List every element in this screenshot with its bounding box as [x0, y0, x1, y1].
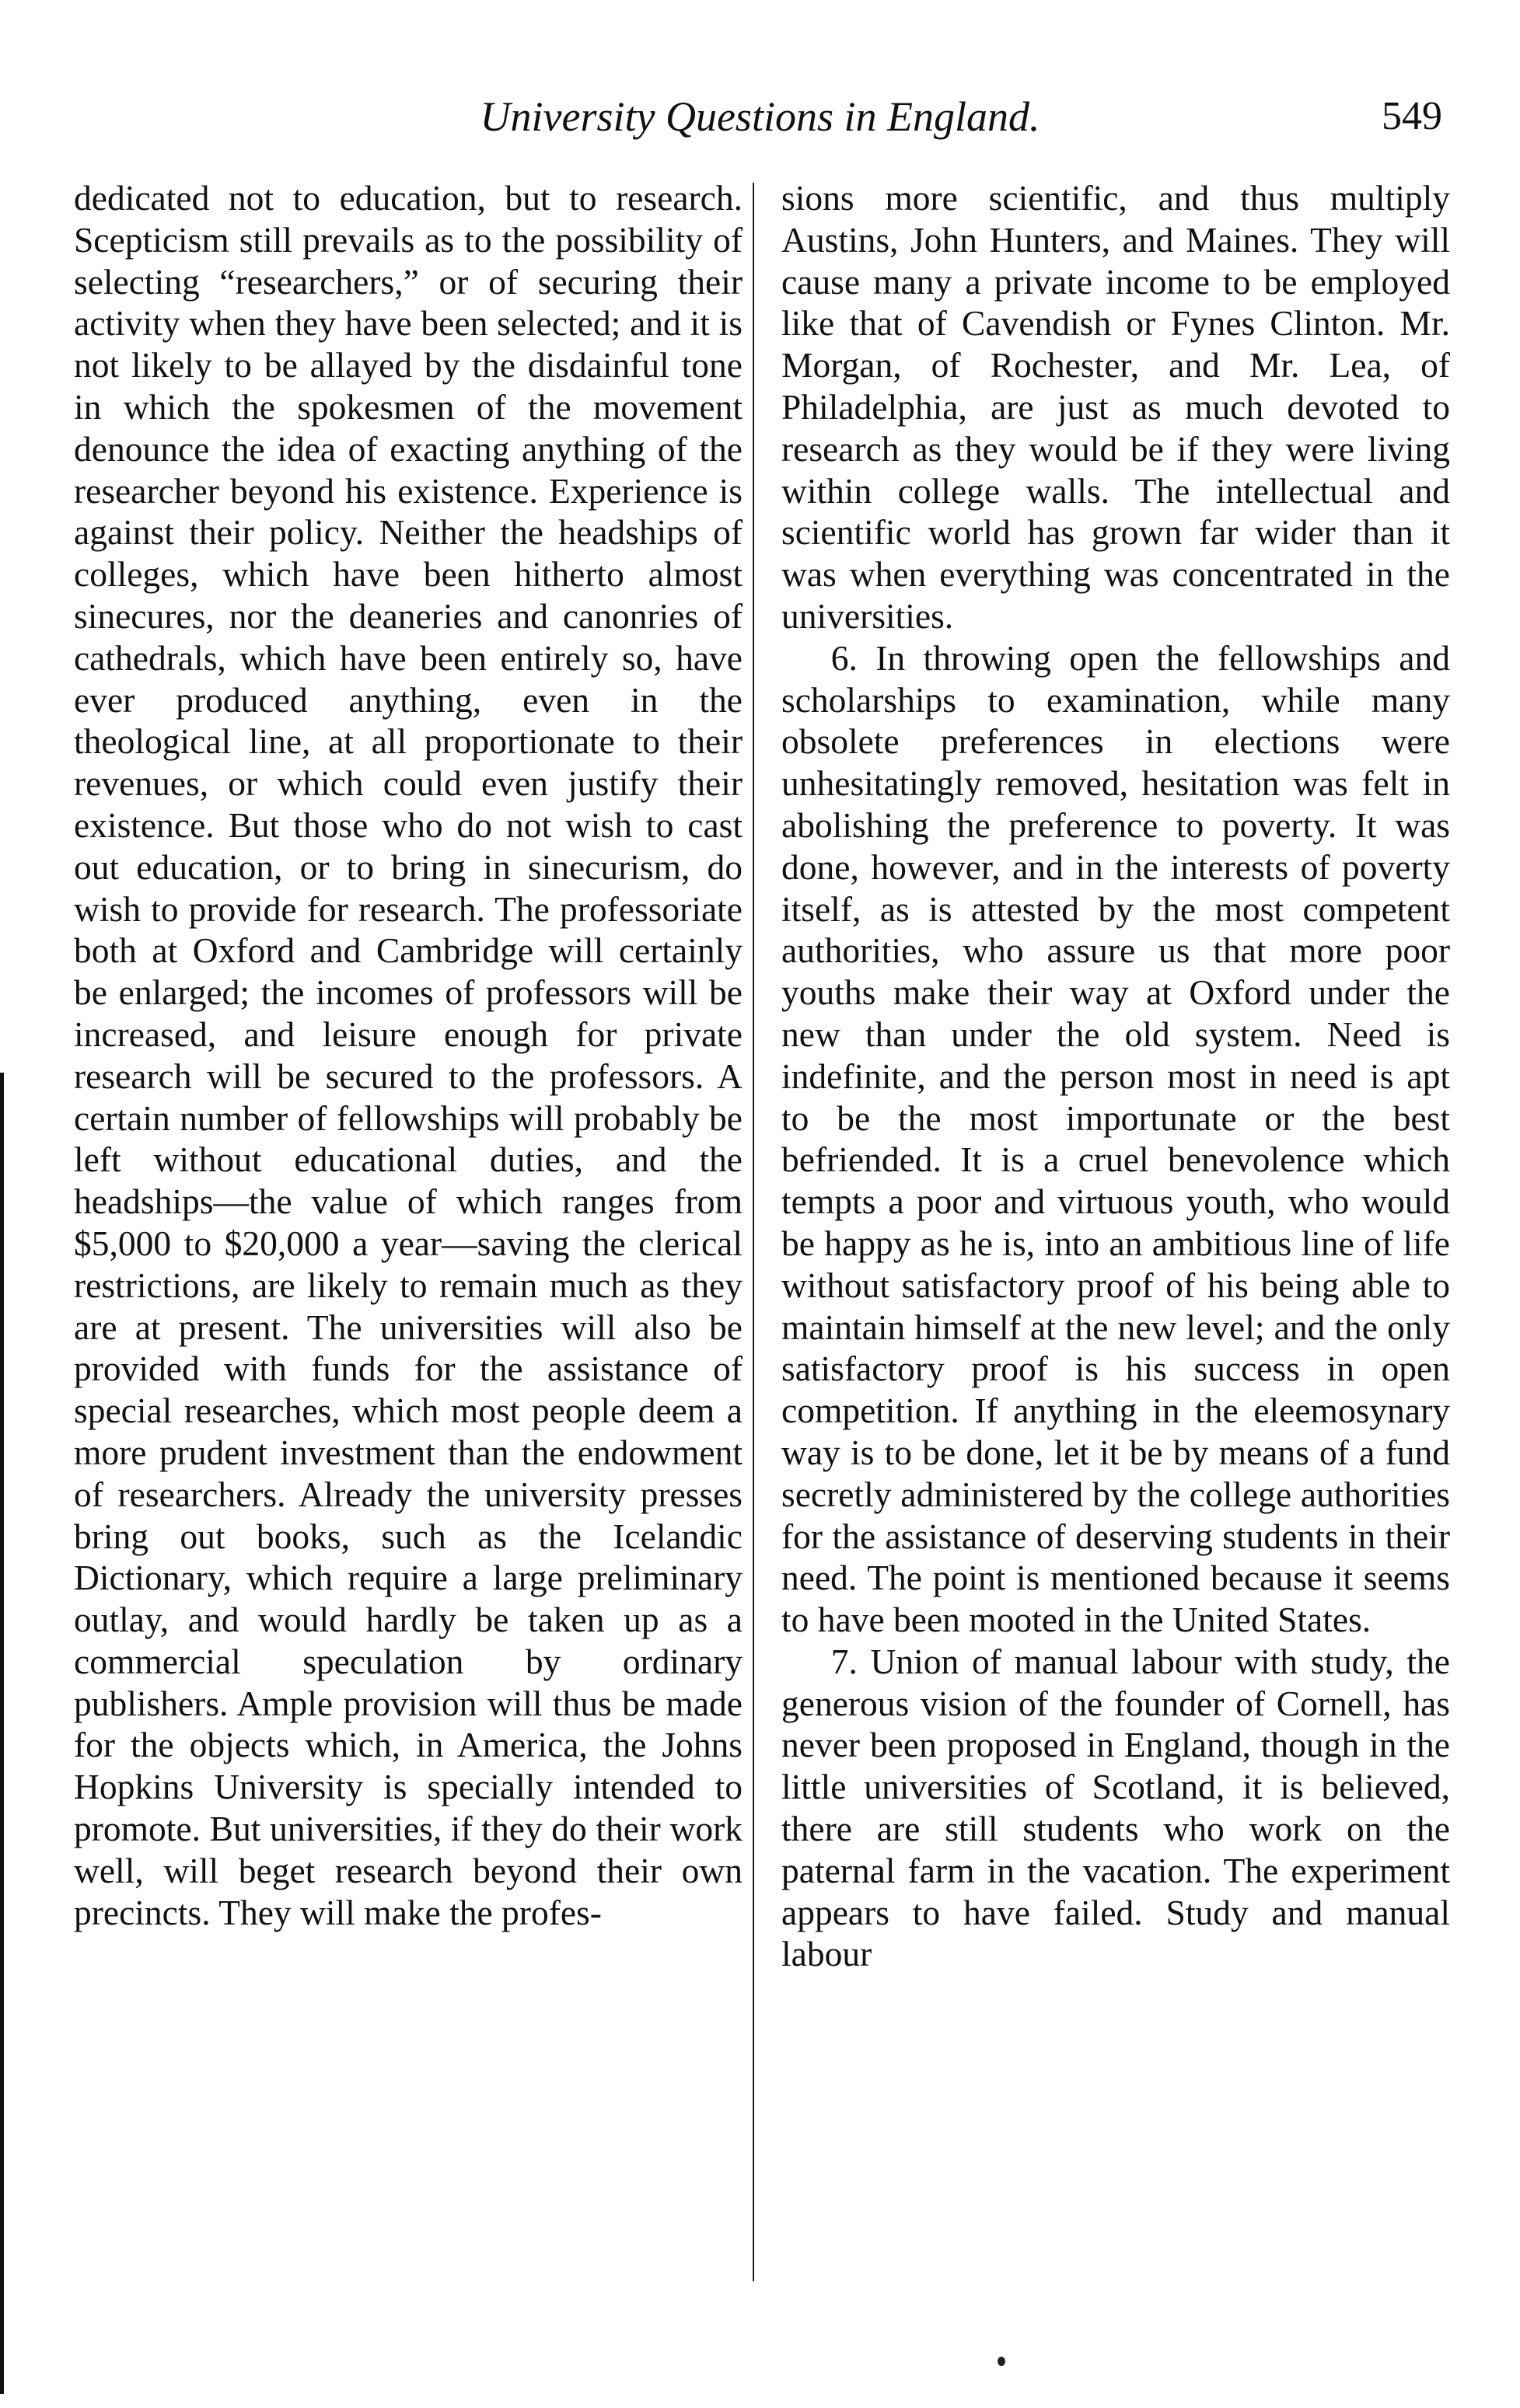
scan-edge-shadow: [0, 1073, 4, 2394]
running-head: [70, 86, 1450, 148]
right-column: [781, 177, 1450, 1975]
left-column: [74, 177, 743, 1933]
page-number: 549: [1382, 94, 1442, 138]
running-title: University Questions in England.: [480, 93, 1040, 140]
right-paragraph-2: 6. In throwing open the fellowships and scholarships to examination, while many obsolete preferences in elections were unhesitatingly removed, hesitation was felt in abolishing the preference to poverty. It was done, however, and in the interests of poverty itself, as is attested by the most competent authorities, who assure us that more poor youths make their way at Oxford under the new than under the old system. Need is indefinite, and the person most in need is apt to be the most importunate or the best befriended. It is a cruel benevolence which tempts a poor and virtuous youth, who would be happy as he is, into an ambitious line of life without satisfactory proof of his being able to maintain himself at the new level; and the only satisfactory proof is his success in open competition. If anything in the eleemosynary way is to be done, let it be by means of a fund secretly administered by the college authorities for the assistance of deserving students in their need. The point is mentioned because it seems to have been mooted in the United States.: [781, 637, 1450, 1640]
ink-speck: [998, 2357, 1005, 2366]
right-paragraph-3: 7. Union of manual labour with study, the generous vision of the founder of Cornell, has never been proposed in England, though in the little universities of Scotland, it is believed, there are still students who work on the paternal farm in the vacation. The experiment appears to have failed. Study and manual labour: [781, 1641, 1450, 1974]
left-paragraph-1: dedicated not to education, but to research. Scepticism still prevails as to the possibility of selecting “researchers,” or of securing their activity when they have been selected; and it is not likely to be allayed by the disdainful tone in which the spokesmen of the movement denounce the idea of exacting anything of the researcher beyond his existence. Experience is against their policy. Neither the headships of colleges, which have been hitherto almost sinecures, nor the deaneries and canonries of cathedrals, which have been entirely so, have ever produced anything, even in the theological line, at all proportionate to their revenues, or which could even justify their existence. But those who do not wish to cast out education, or to bring in sinecurism, do wish to provide for research. The professoriate both at Oxford and Cambridge will certainly be enlarged; the incomes of professors will be increased, and leisure enough for private research will be secured to the professors. A certain number of fellowships will probably be left without educational duties, and the headships—the value of which ranges from $5,000 to $20,000 a year—saving the clerical restrictions, are likely to remain much as they are at present. The universities will also be provided with funds for the assistance of special researches, which most people deem a more prudent investment than the endowment of researchers. Already the university presses bring out books, such as the Icelandic Dictionary, which require a large preliminary outlay, and would hardly be taken up as a commercial speculation by ordinary publishers. Ample provision will thus be made for the objects which, in America, the Johns Hopkins University is specially intended to promote. But universities, if they do their work well, will beget research beyond their own precincts. They will make the profes-: [74, 178, 743, 1932]
right-paragraph-1: sions more scientific, and thus multiply Austins, John Hunters, and Maines. They will cause many a private income to be employed like that of Cavendish or Fynes Clinton. Mr. Morgan, of Rochester, and Mr. Lea, of Philadelphia, are just as much devoted to research as they would be if they were living within college walls. The intellectual and scientific world has grown far wider than it was when everything was concentrated in the universities.: [781, 178, 1450, 636]
column-divider: [753, 183, 754, 2281]
